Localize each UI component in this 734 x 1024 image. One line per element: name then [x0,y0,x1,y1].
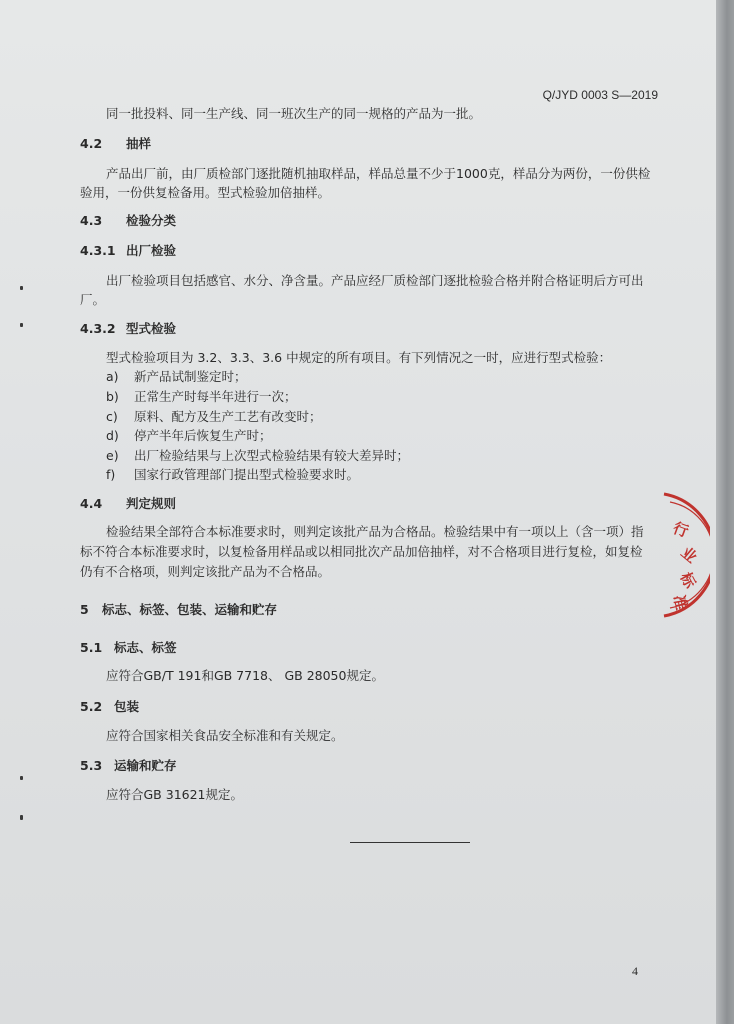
heading-number: 4.3 [80,213,103,228]
binder-mark [20,323,23,327]
heading-number: 5.3 [80,758,103,773]
list-item [106,426,272,444]
heading-5-3 [80,756,177,774]
document-code: Q/JYD 0003 S—2019 [542,88,658,102]
heading-4-3 [80,211,176,229]
list-text: 正常生产时每半年进行一次； [134,389,297,404]
heading-title: 判定规则 [126,496,177,511]
heading-number: 5 [80,602,89,617]
heading-title: 包装 [114,699,140,714]
heading-number: 5.2 [80,699,103,714]
heading-number: 4.4 [80,496,103,511]
heading-5-1 [80,638,177,656]
svg-text:业: 业 [677,543,701,567]
binder-mark [20,776,23,780]
heading-title: 运输和贮存 [114,758,177,773]
paragraph-line: 出厂检验项目包括感官、水分、净含量。产品应经厂质检部门逐批检验合格并附合格证明后方可出 [106,273,644,288]
list-marker: a) [106,369,119,384]
list-marker: d) [106,428,119,443]
heading-4-4 [80,494,176,512]
svg-text:行: 行 [670,518,691,541]
list-item [106,387,297,405]
heading-number: 4.2 [80,136,103,151]
binder-mark [20,815,23,820]
svg-text:标: 标 [676,569,700,592]
intro-line: 同一批投料、同一生产线、同一班次生产的同一规格的产品为一批。 [106,106,482,121]
list-marker: f) [106,467,116,482]
paragraph-line: 产品出厂前，由厂质检部门逐批随机抽取样品，样品总量不少于1000克，样品分为两份，一份供检 [106,166,651,181]
list-item [106,446,409,464]
heading-title: 抽样 [126,136,152,151]
list-item [106,367,247,385]
paragraph-line: 验用，一份供复检备用。型式检验加倍抽样。 [80,185,331,200]
list-marker: e) [106,448,119,463]
list-text: 新产品试制鉴定时； [134,369,247,384]
paragraph-line: 型式检验项目为 3.2、3.3、3.6 中规定的所有项目。有下列情况之一时，应进行型式检验： [106,350,612,365]
binder-mark [20,286,23,290]
svg-text:准: 准 [670,593,691,612]
heading-title: 标志、标签、包装、运输和贮存 [102,602,278,617]
heading-title: 标志、标签 [114,640,177,655]
heading-5-2 [80,697,139,715]
list-marker: c) [106,409,118,424]
paragraph-line: 应符合国家相关食品安全标准和有关规定。 [106,728,344,743]
heading-4-3-2 [80,319,176,337]
paragraph-line: 检验结果全部符合本标准要求时，则判定该批产品为合格品。检验结果中有一项以上（含一项）指 [106,524,644,539]
heading-4-3-1 [80,241,176,259]
heading-title: 出厂检验 [126,243,177,258]
heading-title: 型式检验 [126,321,177,336]
list-item [106,407,322,425]
heading-number: 5.1 [80,640,103,655]
paragraph-line: 标不符合本标准要求时，以复检备用样品或以相同批次产品加倍抽样，对不合格项目进行复检，如复检 [80,544,643,559]
list-item [106,465,359,483]
page-edge-shadow [716,0,734,1024]
paragraph-line: 应符合GB/T 191和GB 7718、 GB 28050规定。 [106,668,384,683]
paragraph-line: 应符合GB 31621规定。 [106,787,243,802]
list-text: 原料、配方及生产工艺有改变时； [134,409,322,424]
list-text: 国家行政管理部门提出型式检验要求时。 [134,467,360,482]
paragraph-line: 厂。 [80,292,106,307]
list-text: 停产半年后恢复生产时； [134,428,272,443]
heading-title: 检验分类 [126,213,177,228]
heading-4-2 [80,134,151,152]
end-rule [350,842,470,843]
heading-number: 4.3.2 [80,321,116,336]
heading-5 [80,600,277,618]
heading-number: 4.3.1 [80,243,116,258]
list-marker: b) [106,389,119,404]
page-number: 4 [632,964,638,978]
official-seal [650,490,710,620]
list-text: 出厂检验结果与上次型式检验结果有较大差异时； [134,448,410,463]
paragraph-line: 仍有不合格项，则判定该批产品为不合格品。 [80,564,331,579]
